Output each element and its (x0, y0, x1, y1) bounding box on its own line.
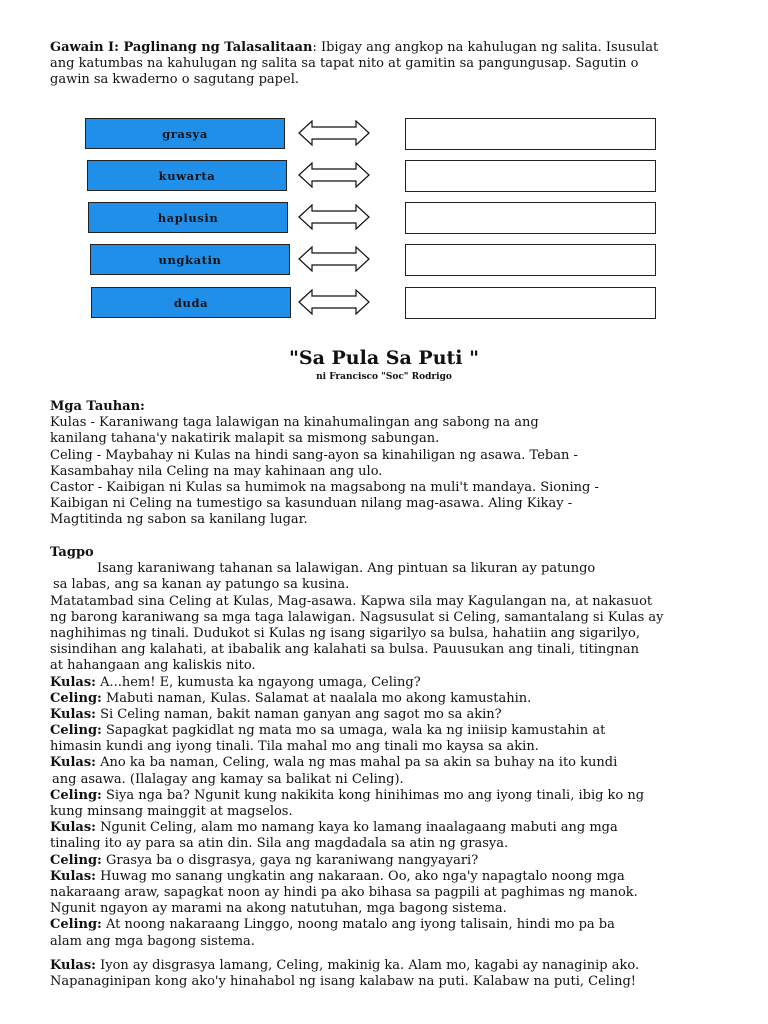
vocab-word-box (91, 287, 291, 318)
speaker-name: Kulas: (50, 755, 96, 771)
speaker-name: Kulas: (50, 674, 96, 690)
double-arrow-icon (298, 246, 370, 272)
character-line: Celing - Maybahay ni Kulas na hindi sang-ayon sa kinahiligan ng asawa. Teban - (50, 447, 578, 463)
characters-heading: Mga Tauhan: (50, 399, 145, 414)
dialogue-line (50, 723, 664, 739)
dialogue-line: alam ang mga bagong sistema. (50, 933, 255, 949)
play-author: ni Francisco "Soc" Rodrigo (316, 372, 452, 382)
instruction-line: gawin sa kwaderno o sagutang papel. (50, 72, 299, 87)
dialogue-line: Napanaginipan kong ako'y hinahabol ng isang kalabaw na puti. Kalabaw na puti, Celing! (50, 974, 637, 990)
dialogue-text: Ano ka ba naman, Celing, wala ng mas mahal pa sa akin sa buhay na ito kundi (100, 755, 618, 771)
vocab-word: kuwarta (158, 168, 216, 183)
speaker-name: Celing: (50, 787, 102, 803)
speaker-name: Kulas: (50, 868, 96, 884)
dialogue-line: Ngunit ngayon ay marami na akong natutuhan, mga bagong sistema. (50, 901, 507, 917)
speaker-name: Celing: (50, 852, 102, 868)
dialogue-line (50, 853, 664, 869)
dialogue-text: Mabuti naman, Kulas. Salamat at naalala mo akong kamustahin. (105, 690, 532, 706)
character-line: Castor - Kaibigan ni Kulas sa humimok na magsabong na muli't mandaya. Sioning - (50, 479, 599, 495)
dialogue-text: At noong nakaraang Linggo, noong matalo ang iyong talisain, hindi mo pa ba (105, 917, 615, 933)
speaker-name: Kulas: (50, 820, 96, 836)
answer-box (405, 202, 656, 234)
double-arrow-icon (298, 204, 370, 230)
scene-line: naghihimas ng tinali. Dudukot si Kulas ng isang sigarilyo sa bulsa, hahatiin ang sigarilyo, (50, 625, 640, 641)
dialogue-text: Ngunit Celing, alam mo namang kaya ko lamang inaalagaang mabuti ang mga (100, 820, 618, 836)
dialogue-line (50, 707, 664, 723)
dialogue-text: Siya nga ba? Ngunit kung nakikita kong hinihimas mo ang iyong tinali, ibig ko ng (105, 787, 645, 803)
dialogue-line: nakaraang araw, sapagkat noon ay hindi pa ako bihasa sa pagpili at paghimas ng manok. (50, 884, 638, 900)
dialogue-line: kung minsang mainggit at magselos. (50, 804, 293, 819)
scene-line: Isang karaniwang tahanan sa lalawigan. Ang pintuan sa likuran ay patungo (97, 561, 596, 577)
dialogue-line (50, 917, 664, 933)
answer-box (405, 118, 656, 150)
dialogue-text: Si Celing naman, bakit naman ganyan ang sagot mo sa akin? (100, 706, 502, 722)
dialogue-text: Huwag mo sanang ungkatin ang nakaraan. Oo, ako nga'y napagtalo noong mga (100, 868, 625, 884)
instructions-section (50, 40, 658, 88)
dialogue-line: ang asawa. (Ilalagay ang kamay sa balikat ni Celing). (52, 771, 404, 787)
instruction-text: : Ibigay ang angkop na kahulugan ng salita. Isusulat (312, 40, 659, 55)
dialogue-continuation (50, 958, 639, 990)
dialogue-line: tinaling ito ay para sa atin din. Sila ang magdadala sa atin ng grasya. (50, 836, 509, 852)
dialogue-line (50, 755, 664, 771)
dialogue-text: Iyon ay disgrasya lamang, Celing, makinig ka. Alam mo, kagabi ay nanaginip ako. (100, 958, 640, 973)
vocab-row (0, 287, 768, 319)
speaker-name: Celing: (50, 917, 102, 933)
character-line: Kulas - Karaniwang taga lalawigan na kinahumalingan ang sabong na ang (50, 415, 539, 431)
scene-line: sisindihan ang kalahati, at ibabalik ang kalahati sa bulsa. Pauusukan ang tinali, titingnan (50, 642, 640, 658)
vocab-row (0, 160, 768, 192)
instruction-line: ang katumbas na kahulugan ng salita sa tapat nito at gamitin sa pangungusap. Sagutin o (50, 56, 639, 71)
instruction-line (50, 40, 658, 56)
scene-line: ng barong karaniwang sa mga taga lalawigan. Nagsusulat si Celing, samantalang si Kulas ay (50, 609, 664, 625)
double-arrow-icon (298, 289, 370, 315)
speaker-name: Celing: (50, 690, 102, 706)
dialogue-line (50, 675, 664, 691)
vocab-row (0, 202, 768, 234)
vocab-word: duda (173, 295, 209, 310)
scene-line: Matatambad sina Celing at Kulas, Mag-asawa. Kapwa sila may Kagulangan na, at nakasuot (50, 593, 653, 609)
double-arrow-icon (298, 162, 370, 188)
dialogue-line (50, 788, 664, 804)
dialogue-text: A...hem! E, kumusta ka ngayong umaga, Celing? (100, 674, 421, 690)
speaker-name: Kulas: (50, 706, 96, 722)
vocab-word-box (87, 160, 287, 191)
character-line: Magtitinda ng sabon sa kanilang lugar. (50, 512, 308, 528)
character-line: Kaibigan ni Celing na tumestigo sa kasunduan nilang mag-asawa. Aling Kikay - (50, 496, 573, 512)
character-line: Kasambahay nila Celing na may kahinaan ang ulo. (50, 463, 383, 479)
dialogue-text: Grasya ba o disgrasya, gaya ng karaniwang nangyayari? (105, 852, 479, 868)
characters-section (50, 399, 599, 529)
activity-title: Gawain I: Paglinang ng Talasalitaan (50, 40, 313, 55)
vocab-word-box (88, 202, 288, 233)
vocab-word-box (90, 244, 290, 275)
dialogue-text: Sapagkat pagkidlat ng mata mo sa umaga, wala ka ng iniisip kamustahin at (105, 723, 606, 739)
scene-section (50, 545, 664, 950)
vocab-word-box (85, 118, 285, 149)
speaker-name: Kulas: (50, 958, 96, 973)
scene-line: at hahangaan ang kaliskis nito. (50, 658, 256, 674)
dialogue-line (50, 691, 664, 707)
dialogue-line (50, 820, 664, 836)
vocab-row (0, 244, 768, 276)
speaker-name: Celing: (50, 723, 102, 739)
dialogue-line: himasin kundi ang iyong tinali. Tila mahal mo ang tinali mo kaysa sa akin. (50, 739, 539, 755)
dialogue-line (50, 958, 639, 974)
vocab-row (0, 118, 768, 150)
answer-box (405, 160, 656, 192)
answer-box (405, 287, 656, 319)
vocab-word: ungkatin (158, 252, 222, 267)
character-line: kanilang tahana'y nakatirik malapit sa mismong sabungan. (50, 431, 440, 447)
play-title: "Sa Pula Sa Puti " (288, 347, 480, 369)
vocab-word: grasya (162, 126, 208, 141)
double-arrow-icon (298, 120, 370, 146)
dialogue-line (50, 869, 664, 885)
scene-heading: Tagpo (50, 545, 94, 560)
scene-line: sa labas, ang sa kanan ay patungo sa kusina. (53, 577, 350, 593)
vocab-word: haplusin (157, 210, 219, 225)
answer-box (405, 244, 656, 276)
